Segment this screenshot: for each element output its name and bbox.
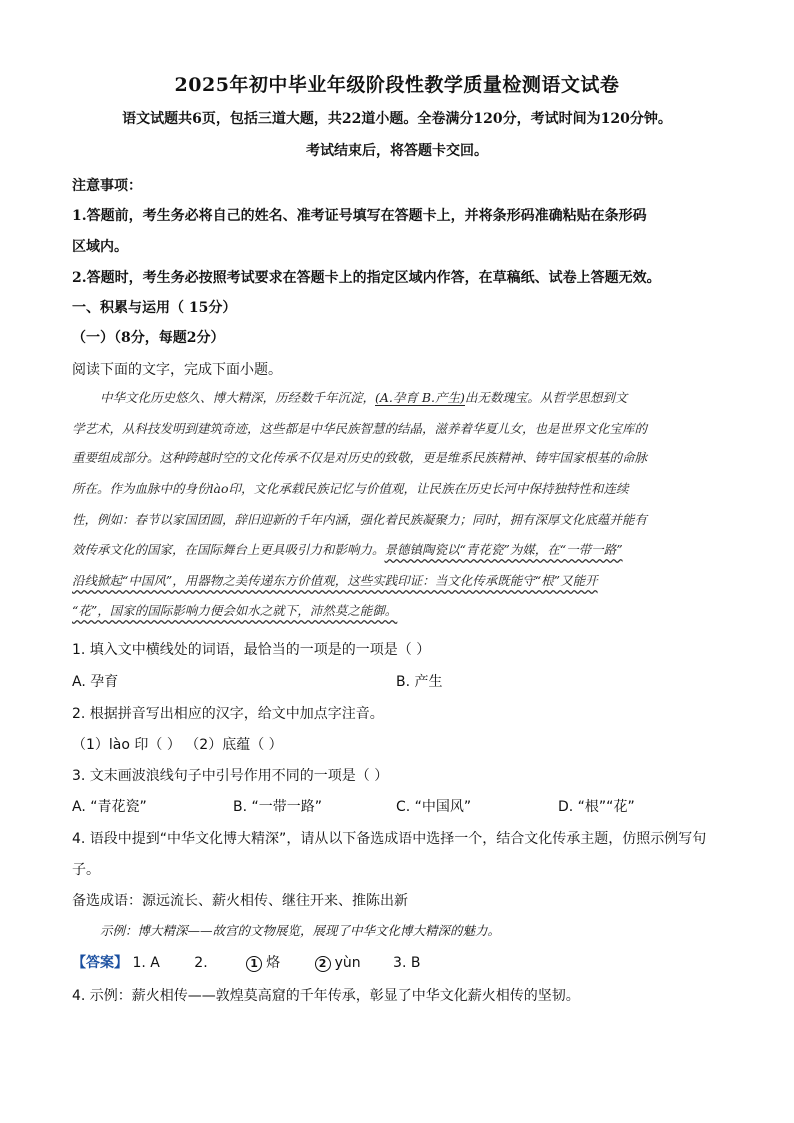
circled-number-2: 2 — [315, 956, 331, 972]
passage-line-2: 学艺术，从科技发明到建筑奇迹，这些都是中华民族智慧的结晶，滋养着华夏儿女，也是世界文化宝库的 — [72, 421, 648, 436]
intro-line-2: 考试结束后，将答题卡交回。 — [306, 143, 488, 159]
question-3: 3. 文末画波浪线句子中引号作用不同的一项是（ ） — [72, 768, 389, 784]
passage-line-6: 效传承文化的国家，在国际舞台上更具吸引力和影响力。景德镇陶瓷以“青花瓷”为媒，在“一带一路” — [72, 542, 623, 557]
passage-line-1: 中华文化历史悠久、博大精深，历经数千年沉淀，(A.孕育 B.产生)出无数瑰宝。从哲学思想到文 — [100, 390, 628, 405]
question-4: 4. 语段中提到“中华文化博大精深”，请从以下备选成语中选择一个，结合文化传承主题，仿照示例写句 — [72, 831, 707, 847]
passage-line-3: 重要组成部分。这种跨越时空的文化传承不仅是对历史的致敬，更是维系民族精神、铸牢国家根基的命脉 — [72, 450, 648, 465]
passage-line-5: 性，例如：春节以家国团圆，辞旧迎新的千年内涵，强化着民族凝聚力；同时，拥有深厚文化底蕴并能有 — [72, 512, 648, 527]
circled-number-1: 1 — [246, 956, 262, 972]
question-1: 1. 填入文中横线处的词语，最恰当的一项是的一项是（ ） — [72, 642, 431, 658]
notice-2: 2.答题时，考生务必按照考试要求在答题卡上的指定区域内作答，在草稿纸、试卷上答题无效。 — [72, 270, 661, 286]
notice-heading: 注意事项： — [72, 178, 142, 194]
notice-1b: 区域内。 — [72, 239, 128, 255]
passage-line-7: 沿线掀起“中国风”，用器物之美传递东方价值观，这些实践印证：当文化传承既能守“根”又能开 — [72, 573, 598, 588]
notice-1a: 1.答题前，考生务必将自己的姓名、准考证号填写在答题卡上，并将条形码准确粘贴在条形码 — [72, 208, 647, 224]
answer-tag: 【答案】 — [72, 955, 128, 971]
idiom-options: 备选成语：源远流长、薪火相传、继往开来、推陈出新 — [72, 893, 408, 909]
blank-choice: (A.孕育 B.产生) — [375, 390, 465, 405]
reading-passage — [72, 388, 722, 628]
question-2: 2. 根据拼音写出相应的汉字，给文中加点字注音。 — [72, 706, 384, 722]
q1-option-a: A. 孕育 — [72, 674, 119, 690]
answer-line: 【答案】 1. A 2. 1 烙 2 yùn 3. B — [72, 955, 421, 971]
passage-line-8: “花”，国家的国际影响力便会如水之就下，沛然莫之能御。 — [72, 603, 398, 618]
q3-option-c: C. “中国风” — [396, 799, 472, 815]
reading-instruction: 阅读下面的文字，完成下面小题。 — [72, 362, 282, 378]
example-sentence: 示例：博大精深——故宫的文物展览，展现了中华文化博大精深的魅力。 — [100, 923, 501, 938]
subsection-heading: （一）（8分，每题2分） — [72, 330, 225, 346]
page-title: 2025年初中毕业年级阶段性教学质量检测语文试卷 — [174, 74, 620, 96]
q3-option-d: D. “根”“花” — [558, 799, 635, 815]
section-heading: 一、积累与运用（ 15分） — [72, 300, 237, 316]
intro-line-1: 语文试题共6页，包括三道大题，共22道小题。全卷满分120分，考试时间为120分钟。 — [122, 111, 672, 127]
passage-line-4: 所在。作为血脉中的身份lào印，文化承载民族记忆与价值观，让民族在历史长河中保持独特性和连续 — [72, 481, 629, 496]
q1-option-b: B. 产生 — [396, 674, 443, 690]
answer-4: 4. 示例：薪火相传——敦煌莫高窟的千年传承，彰显了中华文化薪火相传的坚韧。 — [72, 988, 580, 1004]
question-2-items: （1）lào 印（ ） （2）底蕴（ ） — [72, 737, 283, 753]
q3-option-b: B. “一带一路” — [233, 799, 323, 815]
question-4-cont: 子。 — [72, 862, 100, 878]
q3-option-a: A. “青花瓷” — [72, 799, 147, 815]
